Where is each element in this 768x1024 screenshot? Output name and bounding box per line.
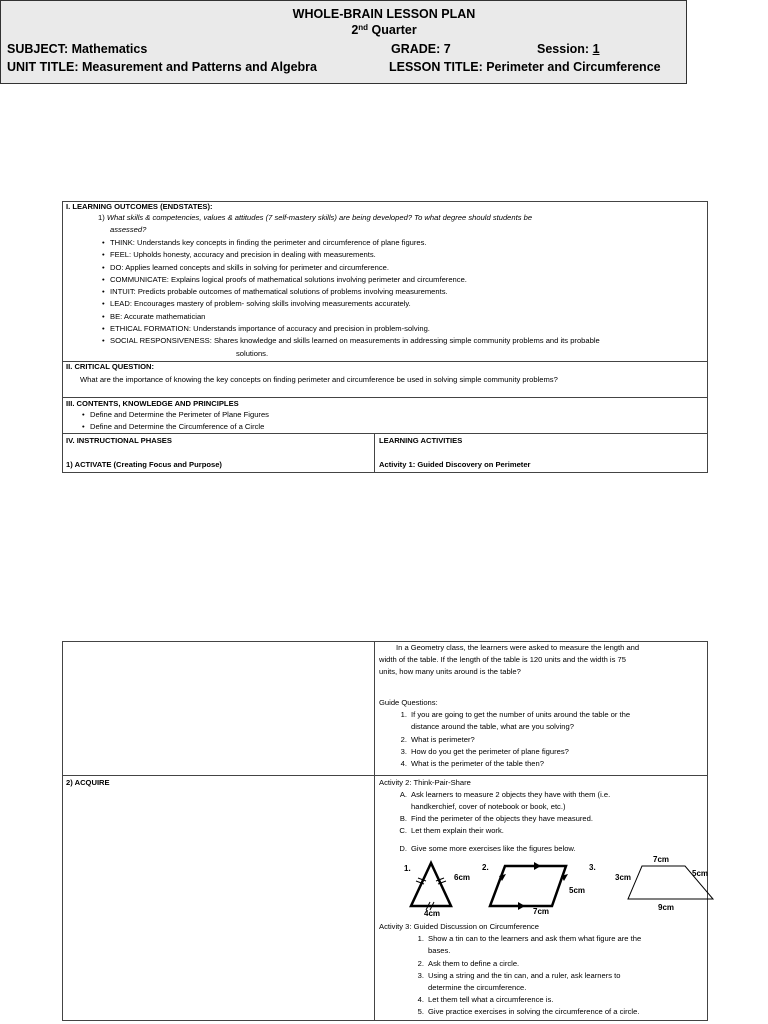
- outcome-feel: • FEEL: Upholds honesty, accuracy and precision in dealing with measurements.: [110, 249, 600, 261]
- figure-2-base-label: 7cm: [533, 907, 550, 916]
- guide-question: 3. How do you get the perimeter of plane figures?: [400, 747, 569, 756]
- lesson-plan-header: [0, 0, 687, 84]
- activity-3-item-cont: determine the circumference.: [428, 983, 527, 992]
- figure-1-side-label: 6cm: [454, 873, 471, 882]
- parallelogram-shape: [490, 866, 566, 906]
- perimeter-figures: [378, 852, 718, 922]
- activity-3-item: 2. Ask them to define a circle.: [417, 959, 520, 968]
- guide-questions-heading: Guide Questions:: [379, 698, 438, 707]
- figure-1-base-label: 4cm: [424, 909, 441, 918]
- activity-2-item: D. Give some more exercises like the figures below.: [399, 844, 576, 853]
- figure-3-top-label: 7cm: [653, 855, 670, 864]
- outcome-social: • SOCIAL RESPONSIVENESS: Shares knowledge and skills learned on measurements in addressing simple community problems and its probable: [110, 335, 600, 347]
- activity-2-item-cont: handkerchief, cover of notebook or book, etc.): [411, 802, 566, 811]
- figure-2-side-label: 5cm: [569, 886, 586, 895]
- figure-3-left-label: 3cm: [615, 873, 632, 882]
- outcome-be: • BE: Accurate mathematician: [110, 311, 600, 323]
- guide-question: 2. What is perimeter?: [400, 735, 475, 744]
- contents-list: [90, 409, 269, 434]
- intro-line: width of the table. If the length of the table is 120 units and the width is 75: [379, 655, 626, 664]
- activity-2-item: B. Find the perimeter of the objects they have measured.: [399, 814, 593, 823]
- lesson-title-field: LESSON TITLE: Perimeter and Circumference: [389, 60, 661, 74]
- outcomes-question: 1) What skills & competencies, values & attitudes (7 self-mastery skills) are being developed? To what degree should students be: [98, 213, 533, 222]
- session-field: Session: 1: [537, 42, 600, 56]
- outcome-think: • THINK: Understands key concepts in finding the perimeter and circumference of plane figures.: [110, 237, 600, 249]
- acquire-phase: 2) ACQUIRE: [66, 778, 110, 787]
- outcome-do: • DO: Applies learned concepts and skills in solving for perimeter and circumference.: [110, 262, 600, 274]
- quarter-label: 2nd Quarter: [351, 23, 417, 37]
- activity-3-item-cont: bases.: [428, 946, 451, 955]
- parallel-arrow: [518, 902, 525, 910]
- activity-2-title: Activity 2: Think-Pair-Share: [379, 778, 471, 787]
- activity-2-item: A. Ask learners to measure 2 objects they have with them (i.e.: [399, 790, 611, 799]
- guide-question-cont: distance around the table, what are you solving?: [411, 722, 574, 731]
- critical-question: What are the importance of knowing the key concepts on finding perimeter and circumference be used in solving simple community problems?: [80, 375, 558, 384]
- activity-3-item: 1. Show a tin can to the learners and ask them what figure are the: [417, 934, 642, 943]
- phases-heading: IV. INSTRUCTIONAL PHASES: [66, 436, 172, 445]
- outcomes-question-cont: assessed?: [110, 225, 147, 234]
- figure-1-number: 1.: [404, 864, 411, 873]
- content-item: • Define and Determine the Circumference of a Circle: [90, 421, 269, 433]
- figure-3-base-label: 9cm: [658, 903, 675, 912]
- grade-field: GRADE: 7: [391, 42, 451, 56]
- activity-3-item: 3. Using a string and the tin can, and a ruler, ask learners to: [417, 971, 621, 980]
- triangle-shape: [411, 863, 451, 906]
- guide-question: 4. What is the perimeter of the table then?: [400, 759, 544, 768]
- intro-line: In a Geometry class, the learners were asked to measure the length and: [396, 643, 640, 652]
- contents-heading: III. CONTENTS, KNOWLEDGE AND PRINCIPLES: [66, 399, 239, 408]
- column-divider: [374, 433, 375, 473]
- unit-title-field: UNIT TITLE: Measurement and Patterns and Algebra: [7, 60, 318, 74]
- outcome-communicate: • COMMUNICATE: Explains logical proofs of mathematical solutions involving perimeter and circumference.: [110, 274, 600, 286]
- parallel-arrow: [534, 862, 541, 870]
- outcome-lead: • LEAD: Encourages mastery of problem- solving skills involving measurements accurately.: [110, 298, 600, 310]
- figure-3-right-label: 5cm: [692, 869, 709, 878]
- intro-line: units, how many units around is the table?: [379, 667, 521, 676]
- row-divider: [62, 361, 708, 362]
- critical-heading: II. CRITICAL QUESTION:: [66, 362, 155, 371]
- activities-heading: LEARNING ACTIVITIES: [379, 436, 463, 445]
- content-item: • Define and Determine the Perimeter of Plane Figures: [90, 409, 269, 421]
- document-title: WHOLE-BRAIN LESSON PLAN: [292, 7, 476, 21]
- activity-3-item: 4. Let them tell what a circumference is.: [417, 995, 554, 1004]
- column-divider: [374, 641, 375, 1021]
- subject-field: SUBJECT: Mathematics: [7, 42, 148, 56]
- activity-1-title: Activity 1: Guided Discovery on Perimeter: [379, 460, 531, 469]
- figure-3-number: 3.: [589, 863, 596, 872]
- outcomes-heading: I. LEARNING OUTCOMES (ENDSTATES):: [66, 202, 213, 211]
- activity-2-item: C. Let them explain their work.: [399, 826, 504, 835]
- activity-3-item: 5. Give practice exercises in solving the circumference of a circle.: [417, 1007, 640, 1016]
- session-value: 1: [592, 42, 600, 56]
- row-divider: [62, 775, 708, 776]
- activate-phase: 1) ACTIVATE (Creating Focus and Purpose): [66, 460, 222, 469]
- activity-3-title: Activity 3: Guided Discussion on Circumference: [379, 922, 539, 931]
- outcome-ethical: • ETHICAL FORMATION: Understands importance of accuracy and precision in problem-solving.: [110, 323, 600, 335]
- guide-question: 1. If you are going to get the number of units around the table or the: [400, 710, 631, 719]
- outcomes-list: [110, 237, 600, 348]
- outcome-intuit: • INTUIT: Predicts probable outcomes of mathematical solutions of problems involving measurements.: [110, 286, 600, 298]
- figure-2-number: 2.: [482, 863, 489, 872]
- outcome-social-cont: solutions.: [236, 349, 269, 358]
